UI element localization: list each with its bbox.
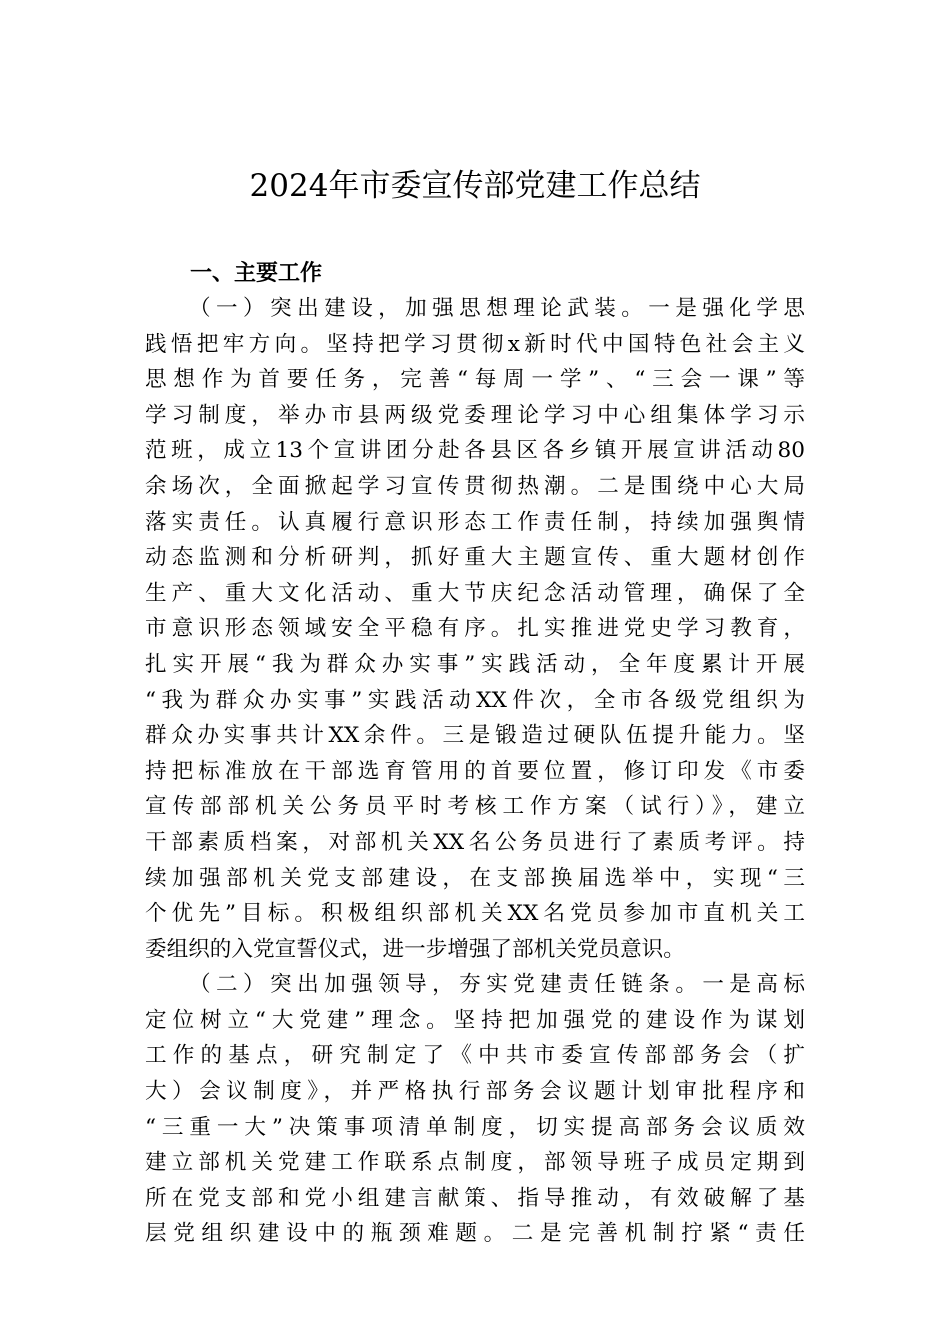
text-line: 委组织的入党宣誓仪式，进一步增强了部机关党员意识。 (145, 936, 685, 962)
text-line: 市意识形态领域安全平稳有序。扎实推进党史学习教育， (145, 616, 805, 642)
text-line: 个优先”目标。积极组织部机关XX名党员参加市直机关工 (145, 901, 805, 927)
text-line: 定位树立“大党建”理念。坚持把加强党的建设作为谋划 (145, 1007, 805, 1033)
text-line: 层党组织建设中的瓶颈难题。二是完善机制拧紧“责任 (145, 1221, 805, 1247)
document-title: 2024年市委宣传部党建工作总结 (249, 168, 701, 204)
text-line: 思想作为首要任务，完善“每周一学”、“三会一课”等 (145, 367, 805, 393)
text-line: 所在党支部和党小组建言献策、指导推动，有效破解了基 (145, 1185, 805, 1211)
text-line: 群众办实事共计XX余件。三是锻造过硬队伍提升能力。坚 (145, 723, 805, 749)
text-line: 扎实开展“我为群众办实事”实践活动，全年度累计开展 (145, 651, 805, 677)
text-line: 动态监测和分析研判，抓好重大主题宣传、重大题材创作 (145, 545, 805, 571)
text-line: 践悟把牢方向。坚持把学习贯彻x新时代中国特色社会主义 (145, 331, 805, 357)
text-line: 生产、重大文化活动、重大节庆纪念活动管理，确保了全 (145, 580, 805, 606)
body-text (145, 291, 805, 1252)
section-heading: 一、主要工作 (190, 261, 323, 286)
text-line: “三重一大”决策事项清单制度，切实提高部务会议质效 (145, 1114, 805, 1140)
text-line: 建立部机关党建工作联系点制度，部领导班子成员定期到 (145, 1150, 805, 1176)
text-line: 续加强部机关党支部建设，在支部换届选举中，实现“三 (145, 865, 805, 891)
text-line: 干部素质档案，对部机关XX名公务员进行了素质考评。持 (145, 829, 805, 855)
text-line: 学习制度，举办市县两级党委理论学习中心组集体学习示 (145, 402, 805, 428)
text-line: “我为群众办实事”实践活动XX件次，全市各级党组织为 (145, 687, 805, 713)
text-line: （二）突出加强领导，夯实党建责任链条。一是高标 (189, 972, 805, 998)
text-line: 持把标准放在干部选育管用的首要位置，修订印发《市委 (145, 758, 805, 784)
text-line: 大）会议制度》，并严格执行部务会议题计划审批程序和 (145, 1079, 805, 1105)
text-line: （一）突出建设，加强思想理论武装。一是强化学思 (189, 296, 805, 321)
text-line: 范班，成立13个宣讲团分赴各县区各乡镇开展宣讲活动80 (145, 438, 805, 464)
text-line: 落实责任。认真履行意识形态工作责任制，持续加强舆情 (145, 509, 805, 535)
text-line: 余场次，全面掀起学习宣传贯彻热潮。二是围绕中心大局 (145, 473, 805, 499)
text-line: 工作的基点，研究制定了《中共市委宣传部部务会（扩 (145, 1043, 805, 1069)
text-line: 宣传部部机关公务员平时考核工作方案（试行）》，建立 (145, 794, 805, 820)
